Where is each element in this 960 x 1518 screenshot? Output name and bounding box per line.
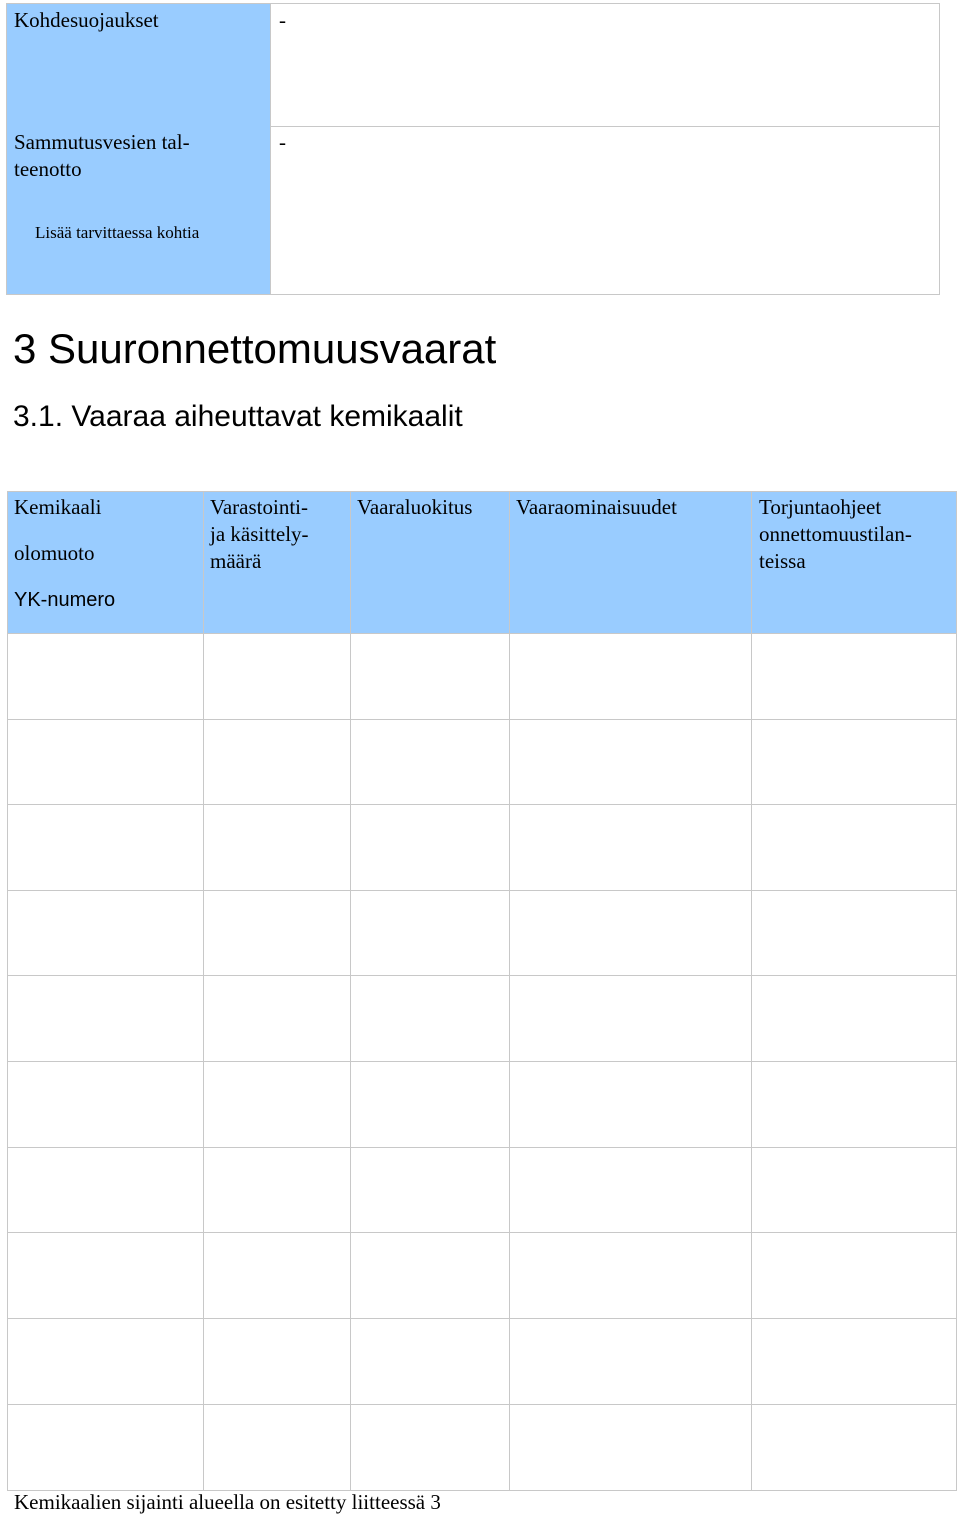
row-divider <box>8 633 956 634</box>
chemicals-table <box>7 491 957 1491</box>
header-torjuntaohjeet-line3: teissa <box>759 549 806 573</box>
add-items-note: Lisää tarvittaessa kohtia <box>35 223 200 242</box>
header-varastointi-line3: määrä <box>210 549 262 573</box>
row-divider <box>8 719 956 720</box>
row-label-sammutusvesien-line1: Sammutusvesien tal- <box>14 130 190 154</box>
row-value-sammutusvesien: - <box>279 130 286 154</box>
column-divider <box>350 492 351 1491</box>
header-varastointi-line2: ja käsittely- <box>210 522 309 546</box>
subsection-heading: 3.1. Vaaraa aiheuttavat kemikaalit <box>13 400 463 433</box>
header-torjuntaohjeet-line1: Torjuntaohjeet <box>759 495 882 519</box>
row-divider <box>8 804 956 805</box>
section-heading: 3 Suuronnettomuusvaarat <box>13 325 497 372</box>
header-vaaraominaisuudet: Vaaraominaisuudet <box>516 495 677 519</box>
row-divider <box>8 975 956 976</box>
header-torjuntaohjeet-line2: onnettomuustilan- <box>759 522 912 546</box>
row-divider <box>8 1232 956 1233</box>
column-divider <box>509 492 510 1491</box>
header-kemikaali: Kemikaali <box>14 495 102 519</box>
row-divider <box>8 1404 956 1405</box>
header-varastointi-line1: Varastointi- <box>210 495 308 519</box>
row-value-kohdesuojaukset: - <box>279 8 286 32</box>
row-divider <box>271 126 939 127</box>
header-olomuoto: olomuoto <box>14 541 95 565</box>
row-divider <box>8 890 956 891</box>
row-divider <box>8 1147 956 1148</box>
location-note: Kemikaalien sijainti alueella on esitetty liitteessä 3 <box>14 1490 441 1514</box>
column-divider <box>203 492 204 1491</box>
row-label-sammutusvesien-line2: teenotto <box>14 157 82 181</box>
header-yk-numero: YK-numero <box>14 589 116 611</box>
row-label-kohdesuojaukset: Kohdesuojaukset <box>14 8 159 32</box>
column-divider <box>751 492 752 1491</box>
protection-table <box>6 3 940 295</box>
header-vaaraluokitus: Vaaraluokitus <box>357 495 473 519</box>
row-divider <box>8 1318 956 1319</box>
row-divider <box>8 1061 956 1062</box>
